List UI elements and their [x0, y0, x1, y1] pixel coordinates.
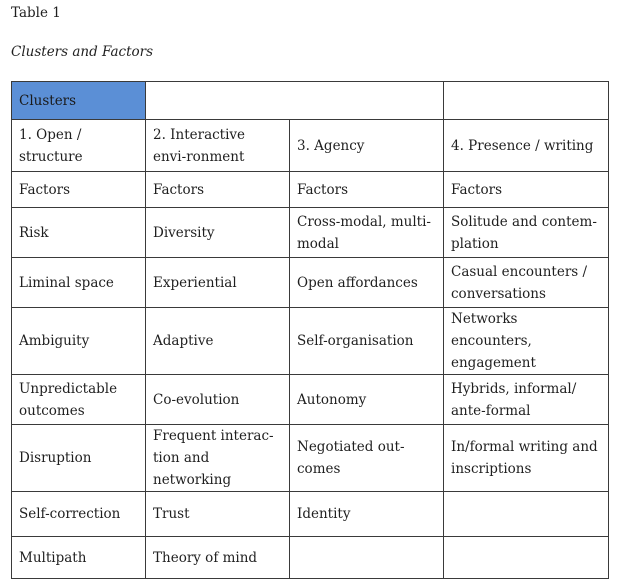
table-cell: [444, 537, 609, 579]
table-cell: Cross-modal, multi-modal: [290, 208, 444, 258]
table-cell: Liminal space: [12, 258, 146, 308]
table-cell: Casual encounters / conversations: [444, 258, 609, 308]
table-row: [12, 208, 609, 258]
table-row: [12, 258, 609, 308]
table-cell: Multipath: [12, 537, 146, 579]
table-cell: Risk: [12, 208, 146, 258]
table-label: Table 1: [11, 5, 61, 21]
table-cell: In/formal writing and inscriptions: [444, 425, 609, 492]
table-row: [12, 308, 609, 375]
empty-cell: [146, 82, 444, 120]
cluster-name-2: 2. Interactive envi-ronment: [146, 120, 290, 172]
factors-label: Factors: [12, 172, 146, 208]
table-cell: Unpredictable outcomes: [12, 375, 146, 425]
table-cell: Co-evolution: [146, 375, 290, 425]
table-cell: Negotiated out-comes: [290, 425, 444, 492]
table-cell: Autonomy: [290, 375, 444, 425]
clusters-factors-table: [11, 81, 609, 579]
table-cell: [290, 537, 444, 579]
table-cell: Ambiguity: [12, 308, 146, 375]
clusters-header-cell: Clusters: [12, 82, 146, 120]
table-cell: Solitude and contem-plation: [444, 208, 609, 258]
table-cell: Networks encounters, engagement: [444, 308, 609, 375]
table-cell: Experiential: [146, 258, 290, 308]
table-cell: Open affordances: [290, 258, 444, 308]
table-cell: Self-organisation: [290, 308, 444, 375]
table-cell: [444, 492, 609, 537]
table-cell: Identity: [290, 492, 444, 537]
table-row: [12, 492, 609, 537]
factors-label: Factors: [290, 172, 444, 208]
cluster-name-4: 4. Presence / writing: [444, 120, 609, 172]
table-cell: Hybrids, informal/ ante-formal: [444, 375, 609, 425]
table-cell: Self-correction: [12, 492, 146, 537]
factors-label: Factors: [444, 172, 609, 208]
table-cell: Adaptive: [146, 308, 290, 375]
empty-cell: [444, 82, 609, 120]
table-row: [12, 425, 609, 492]
table-row: [12, 120, 609, 172]
cluster-name-3: 3. Agency: [290, 120, 444, 172]
table-row: [12, 172, 609, 208]
table-title: Clusters and Factors: [11, 44, 154, 60]
table-cell: Diversity: [146, 208, 290, 258]
table-row: [12, 375, 609, 425]
table-cell: Theory of mind: [146, 537, 290, 579]
cluster-name-1: 1. Open / structure: [12, 120, 146, 172]
table-cell: Frequent interac-tion and networking: [146, 425, 290, 492]
table-cell: Disruption: [12, 425, 146, 492]
factors-label: Factors: [146, 172, 290, 208]
table-cell: Trust: [146, 492, 290, 537]
table-row: [12, 537, 609, 579]
table-row: [12, 82, 609, 120]
